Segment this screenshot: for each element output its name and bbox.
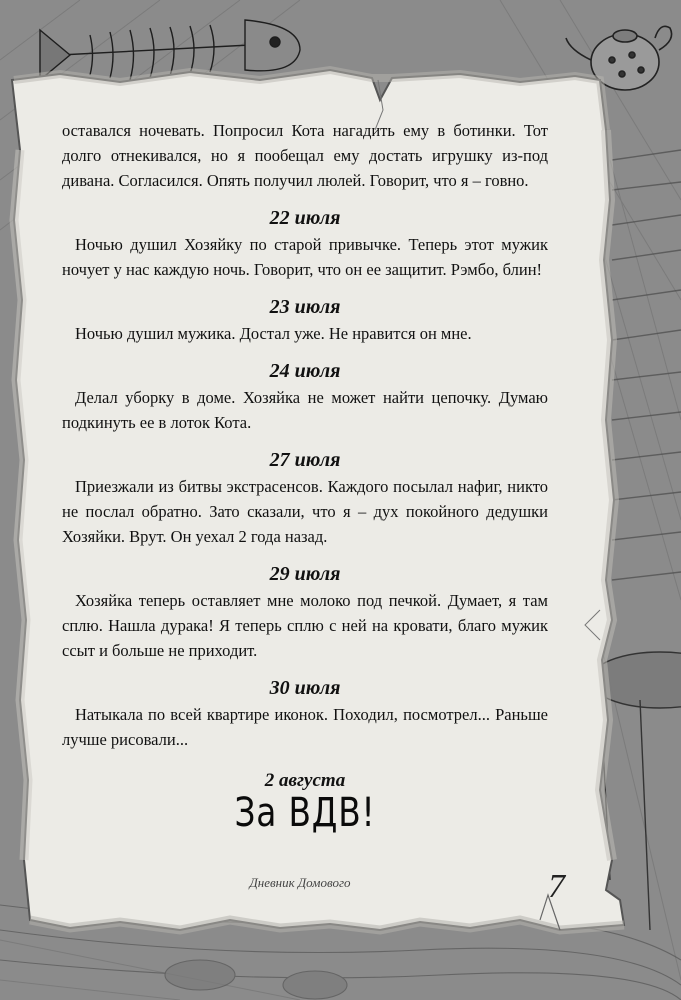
final-entry-handwritten-text: За ВДВ! bbox=[234, 790, 376, 836]
diary-entry-text: оставался ночевать. Попросил Кота нагадить ему в ботинки. Тот долго отнекивался, но я пообещал ему достать игрушку из-под дивана. Согласился. Опять получил люлей. Говорит, что я – говно. bbox=[62, 121, 548, 190]
diary-entry-date: 29 июля bbox=[269, 563, 341, 585]
diary-entry-text: Хозяйка теперь оставляет мне молоко под печкой. Думает, я там сплю. Нашла дурака! Я теперь сплю с ней на кровати, благо мужик ссыт и больше не приходит. bbox=[62, 591, 548, 660]
running-footer-title: Дневник Домового bbox=[249, 875, 351, 890]
diary-entry-date: 23 июля bbox=[269, 296, 341, 318]
diary-text-block bbox=[62, 118, 548, 795]
diary-entry-text: Делал уборку в доме. Хозяйка не может найти цепочку. Думаю подкинуть ее в лоток Кота. bbox=[62, 388, 548, 432]
diary-entry-date: 27 июля bbox=[269, 449, 341, 471]
diary-entry-text: Ночью душил Хозяйку по старой привычке. Теперь этот мужик ночует у нас каждую ночь. Говорит, что он ее защитит. Рэмбо, блин! bbox=[62, 235, 548, 279]
page-number: 7 bbox=[548, 868, 565, 905]
diary-entry-date: 24 июля bbox=[269, 360, 341, 382]
diary-entry-text: Приезжали из битвы экстрасенсов. Каждого посылал нафиг, никто не послал обратно. Зато сказали, что я – дух покойного дедушки Хозяйки. Врут. Он уехал 2 года назад. bbox=[62, 477, 548, 546]
diary-entry-date: 30 июля bbox=[269, 677, 341, 699]
diary-entry-text: Натыкала по всей квартире иконок. Походил, посмотрел... Раньше лучше рисовали... bbox=[62, 705, 548, 749]
diary-entry-date: 22 июля bbox=[269, 207, 341, 229]
diary-entry-text: Ночью душил мужика. Достал уже. Не нравится он мне. bbox=[75, 324, 472, 343]
final-entry-date: 2 августа bbox=[264, 770, 346, 791]
